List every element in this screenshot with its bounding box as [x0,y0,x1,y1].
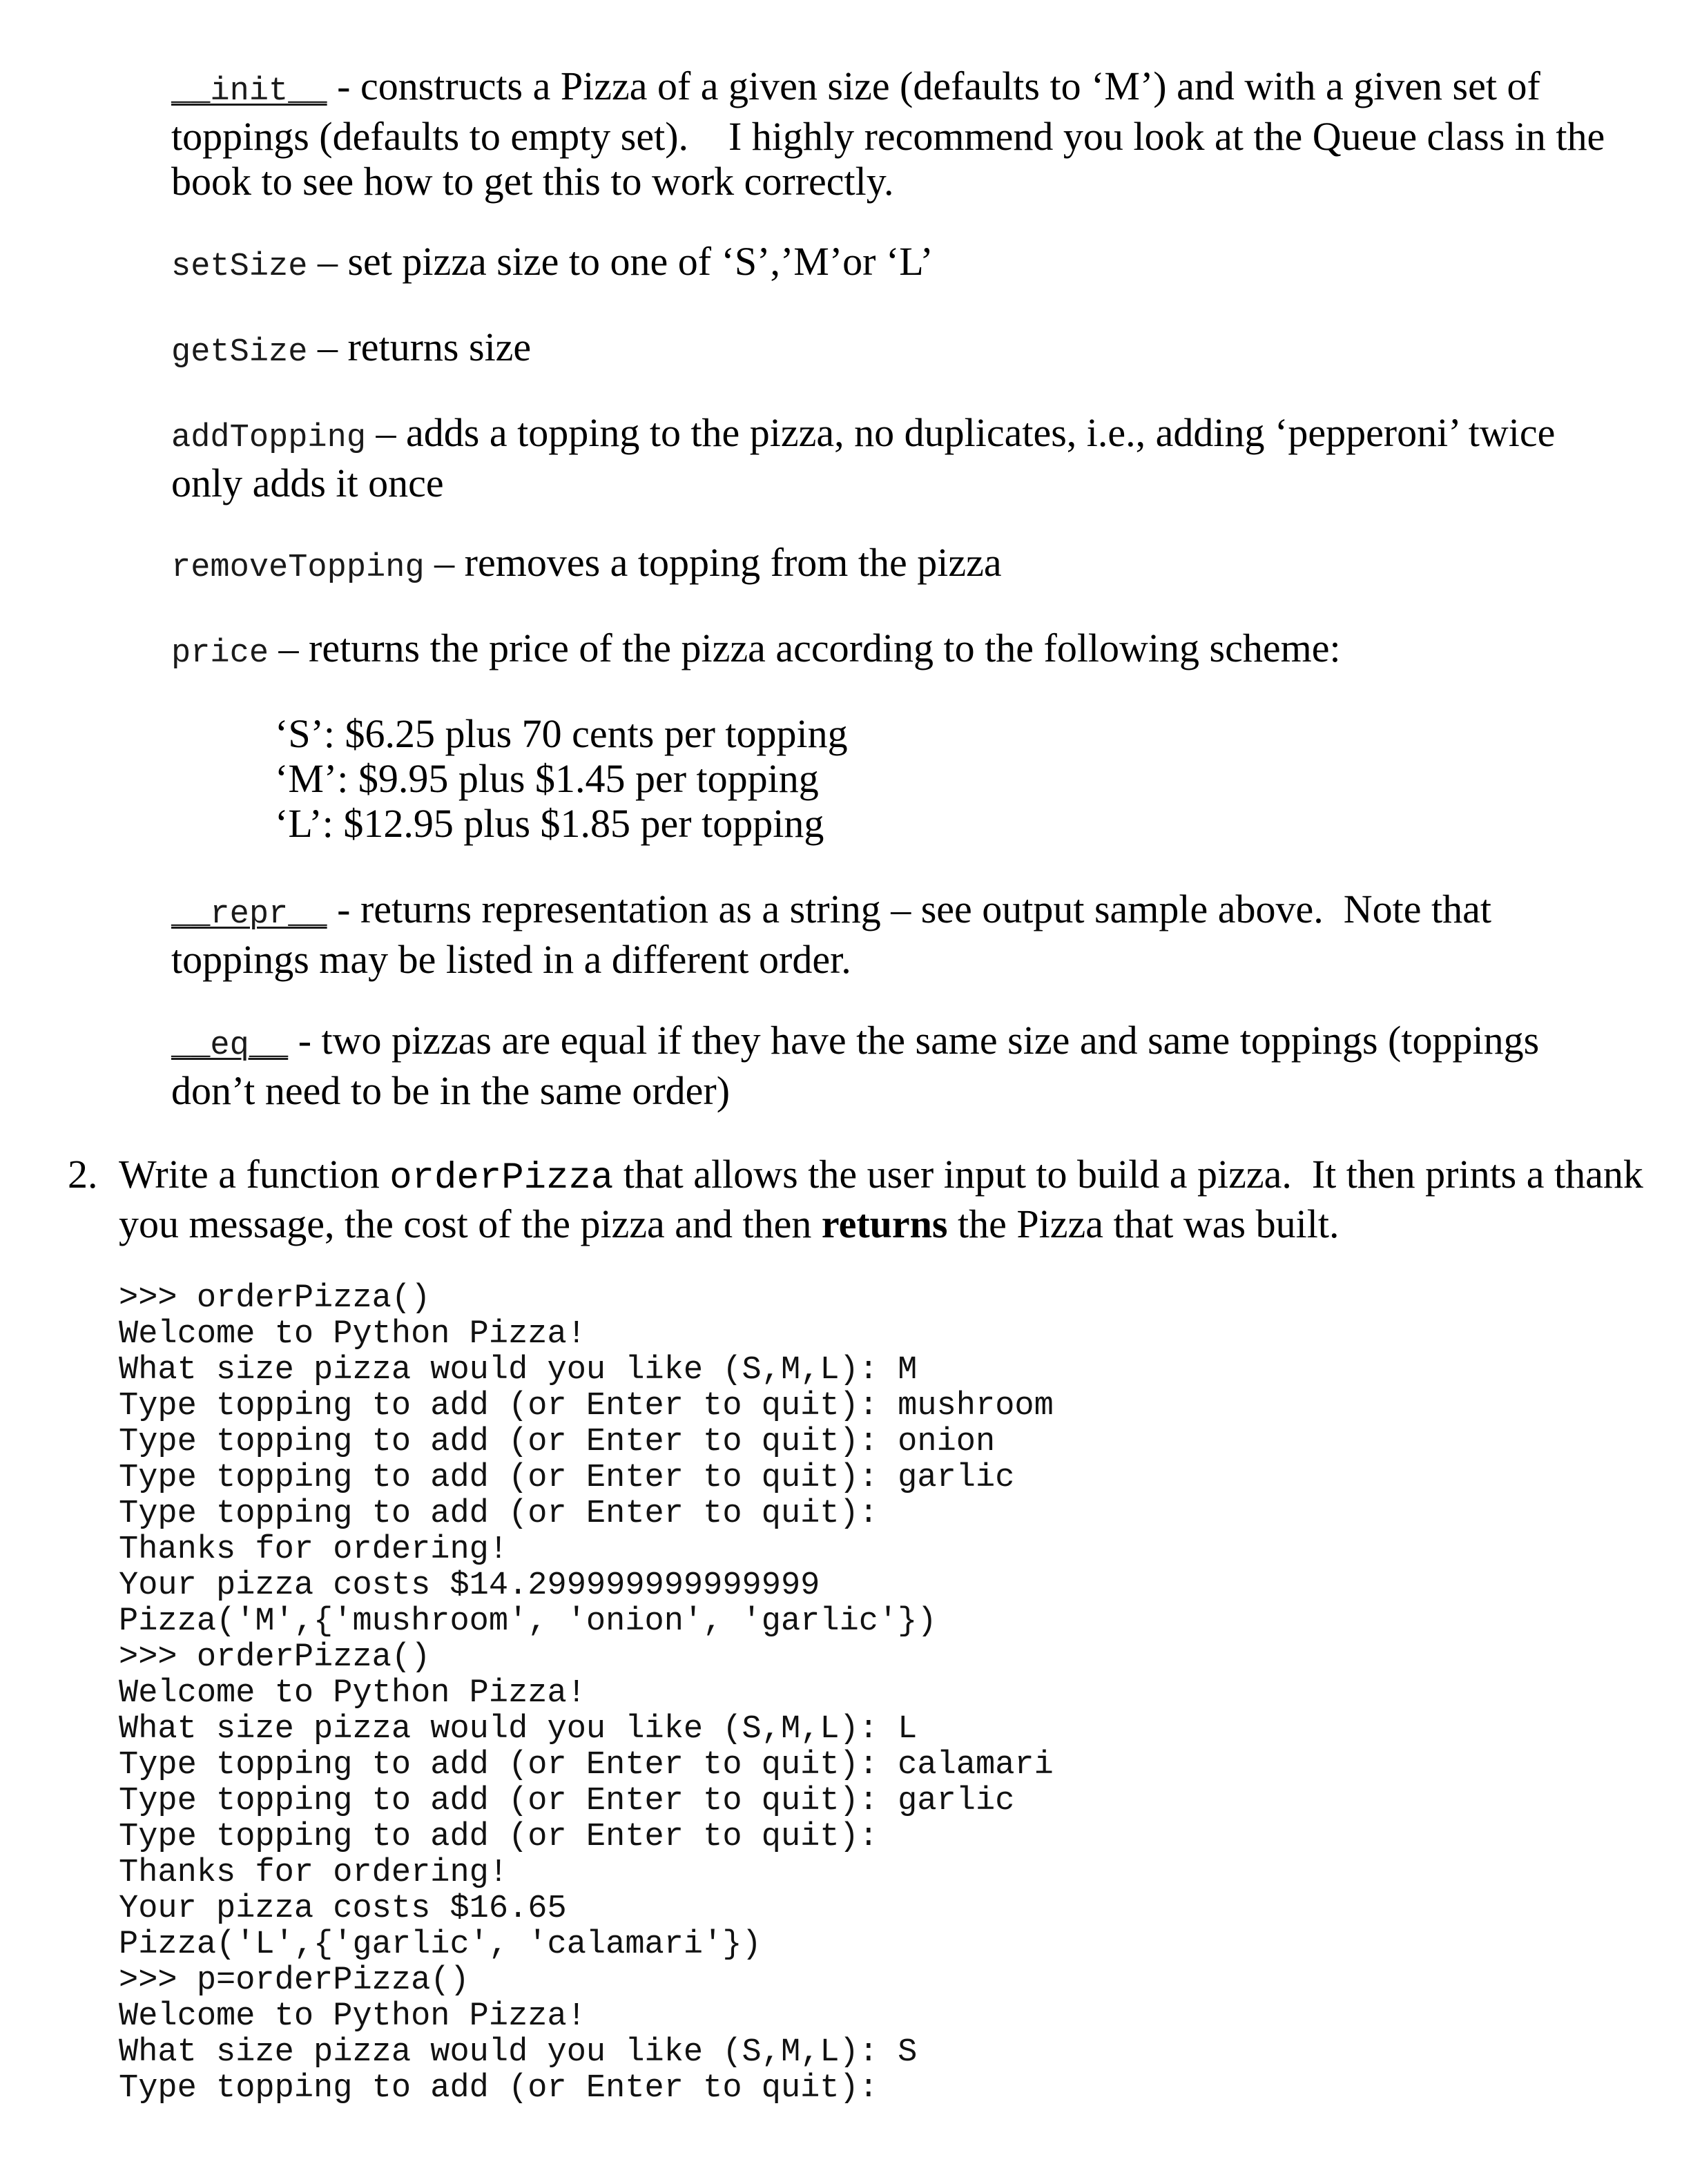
question-text-middle: that allows the user input to build a pizza. It then prints a thank you message, the cost of the pizza and then [119,1152,1643,1246]
terminal-line: Type topping to add (or Enter to quit): onion [119,1424,996,1460]
terminal-line: Thanks for ordering! [119,1855,509,1891]
terminal-line: Type topping to add (or Enter to quit): garlic [119,1460,1015,1496]
terminal-line: Welcome to Python Pizza! [119,1998,586,2035]
price-scheme-small: ‘S’: $6.25 plus 70 cents per topping [275,711,848,756]
terminal-line: What size pizza would you like (S,M,L): M [119,1352,918,1389]
method-repr [171,887,1621,982]
method-price [171,626,1621,676]
terminal-line: What size pizza would you like (S,M,L): S [119,2034,918,2071]
question-text-after: the Pizza that was built. [957,1201,1340,1246]
method-name: setSize [171,249,308,285]
sample-session-output [119,1281,1054,2107]
method-name: __init__ [171,73,327,110]
question-2 [68,1152,1649,1247]
method-setsize [171,239,1621,289]
method-description: – returns the price of the pizza according to the following scheme: [278,626,1341,670]
method-description: - returns representation as a string – see output sample above. Note that toppings may be listed in a different order. [171,887,1491,982]
method-name: getSize [171,334,308,371]
method-description: – returns size [317,325,532,369]
terminal-line: Pizza('L',{'garlic', 'calamari'}) [119,1926,762,1963]
method-name: removeTopping [171,550,425,586]
question-text [119,1152,1649,1247]
terminal-line: Welcome to Python Pizza! [119,1675,586,1712]
method-name: price [171,635,269,672]
method-eq [171,1018,1621,1113]
price-scheme-large: ‘L’: $12.95 plus $1.85 per topping [275,801,824,846]
terminal-line: Welcome to Python Pizza! [119,1316,586,1353]
price-scheme-medium: ‘M’: $9.95 plus $1.45 per topping [275,756,819,801]
method-removetopping [171,540,1621,590]
method-description: - two pizzas are equal if they have the same size and same toppings (toppings don’t need to be in the same order) [171,1018,1540,1113]
terminal-line: Thanks for ordering! [119,1531,509,1568]
method-name: __repr__ [171,896,327,933]
terminal-line: Your pizza costs $14.299999999999999 [119,1567,820,1604]
terminal-line: Type topping to add (or Enter to quit): [119,1819,878,1855]
question-number: 2. [68,1152,98,1197]
terminal-line: Type topping to add (or Enter to quit): calamari [119,1747,1054,1784]
method-addtopping [171,410,1621,505]
method-getsize [171,325,1621,375]
method-description: - constructs a Pizza of a given size (defaults to ‘M’) and with a given set of toppings (defaults to empty set). I highly recommend you look at the Queue class in the book to see how to get this to work correctly. [171,64,1605,204]
terminal-line: >>> orderPizza() [119,1280,431,1317]
terminal-line: Type topping to add (or Enter to quit): mushroom [119,1388,1054,1424]
function-name: orderPizza [389,1157,614,1199]
method-name: __eq__ [171,1027,289,1064]
terminal-line: Pizza('M',{'mushroom', 'onion', 'garlic'}) [119,1603,937,1640]
method-description: – removes a topping from the pizza [434,540,1002,585]
terminal-line: Type topping to add (or Enter to quit): garlic [119,1783,1015,1819]
terminal-line: Type topping to add (or Enter to quit): [119,2070,878,2107]
terminal-line: >>> p=orderPizza() [119,1962,470,1999]
terminal-line: >>> orderPizza() [119,1639,431,1676]
question-text-before: Write a function [119,1152,380,1197]
terminal-line: What size pizza would you like (S,M,L): L [119,1711,918,1748]
method-name: addTopping [171,420,367,456]
method-description: – set pizza size to one of ‘S’,’M’or ‘L’ [317,239,934,284]
question-bold-word: returns [821,1201,948,1246]
terminal-line: Your pizza costs $16.65 [119,1891,567,1927]
method-description: – adds a topping to the pizza, no duplicates, i.e., adding ‘pepperoni’ twice only adds it once [171,410,1556,505]
method-init [171,64,1621,204]
terminal-line: Type topping to add (or Enter to quit): [119,1496,878,1532]
